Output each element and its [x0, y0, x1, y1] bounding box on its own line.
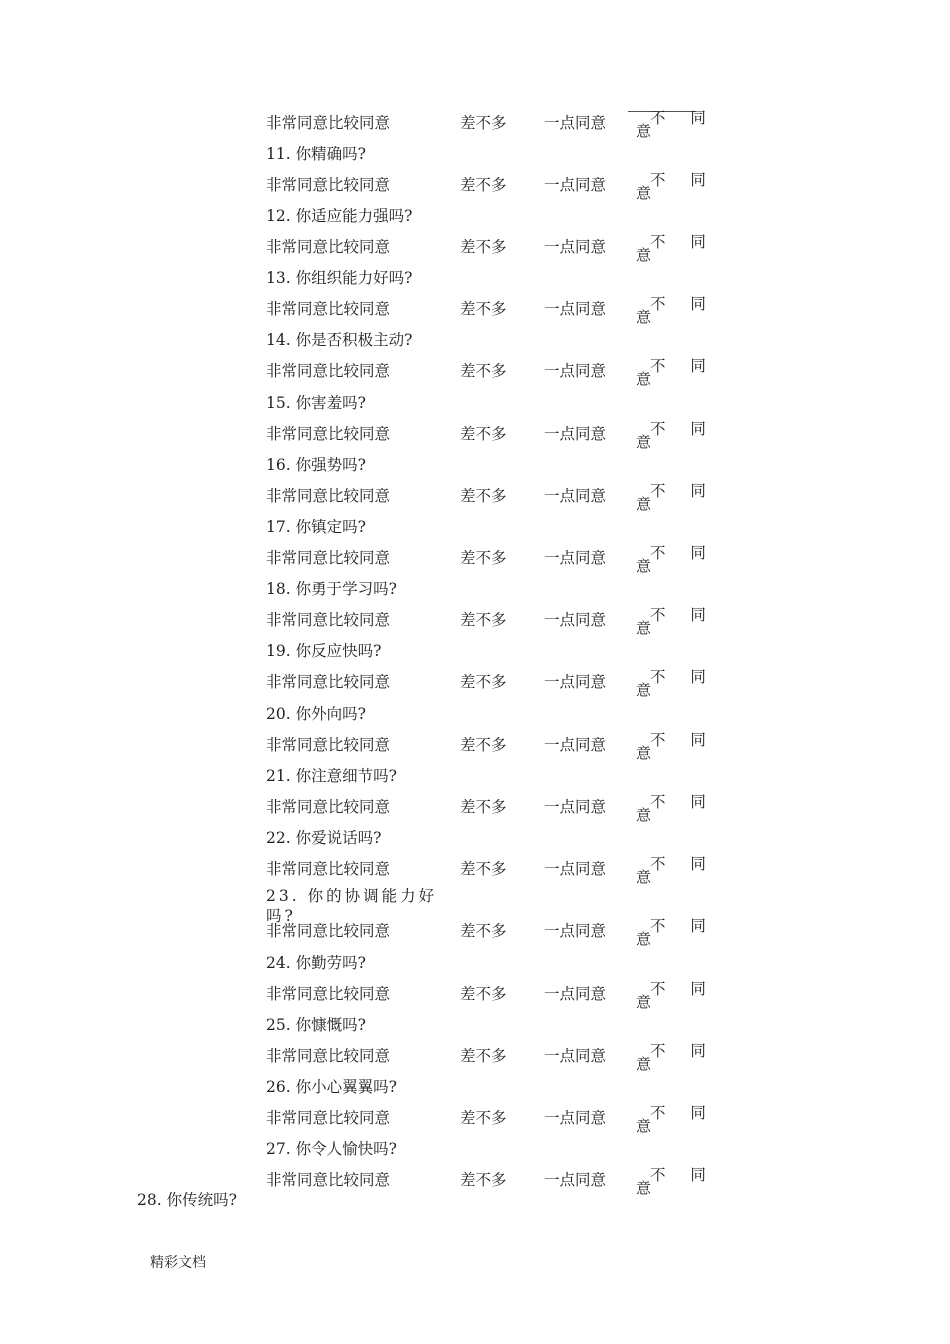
option-row: [0, 233, 950, 264]
option-slightly-agree[interactable]: 一点同意: [544, 611, 607, 629]
option-strongly-agree-somewhat-agree[interactable]: 非常同意比较同意: [266, 1109, 391, 1127]
option-row: [0, 482, 950, 513]
option-strongly-agree-somewhat-agree[interactable]: 非常同意比较同意: [266, 238, 391, 256]
option-neutral[interactable]: 差不多: [460, 425, 507, 443]
option-strongly-agree-somewhat-agree[interactable]: 非常同意比较同意: [266, 549, 391, 567]
option-disagree[interactable]: 不 同: [650, 233, 716, 251]
option-disagree[interactable]: 不 同: [650, 855, 716, 873]
option-disagree-wrap[interactable]: 意: [636, 308, 652, 326]
question-text: 19. 你反应快吗?: [266, 642, 382, 660]
option-neutral[interactable]: 差不多: [460, 985, 507, 1003]
option-disagree[interactable]: 不 同: [650, 420, 716, 438]
option-disagree[interactable]: 不 同: [650, 357, 716, 375]
option-slightly-agree[interactable]: 一点同意: [544, 1047, 607, 1065]
option-neutral[interactable]: 差不多: [460, 922, 507, 940]
option-neutral[interactable]: 差不多: [460, 176, 507, 194]
option-neutral[interactable]: 差不多: [460, 798, 507, 816]
option-strongly-agree-somewhat-agree[interactable]: 非常同意比较同意: [266, 611, 391, 629]
option-row: [0, 980, 950, 1011]
question-text: 24. 你勤劳吗?: [266, 954, 366, 972]
option-neutral[interactable]: 差不多: [460, 487, 507, 505]
option-disagree[interactable]: 不 同: [650, 793, 716, 811]
option-disagree-wrap[interactable]: 意: [636, 993, 652, 1011]
option-strongly-agree-somewhat-agree[interactable]: 非常同意比较同意: [266, 176, 391, 194]
option-slightly-agree[interactable]: 一点同意: [544, 798, 607, 816]
question-text: 20. 你外向吗?: [266, 705, 366, 723]
option-row: [0, 1166, 950, 1197]
option-slightly-agree[interactable]: 一点同意: [544, 860, 607, 878]
question-text: 11. 你精确吗?: [266, 145, 366, 163]
footer-text: 精彩文档: [150, 1255, 206, 1271]
option-neutral[interactable]: 差不多: [460, 1047, 507, 1065]
option-disagree[interactable]: 不 同: [650, 606, 716, 624]
option-disagree-wrap[interactable]: 意: [636, 433, 652, 451]
option-strongly-agree-somewhat-agree[interactable]: 非常同意比较同意: [266, 860, 391, 878]
question-text: 12. 你适应能力强吗?: [266, 207, 413, 225]
option-neutral[interactable]: 差不多: [460, 1171, 507, 1189]
option-disagree-wrap[interactable]: 意: [636, 370, 652, 388]
option-slightly-agree[interactable]: 一点同意: [544, 425, 607, 443]
option-row: [0, 295, 950, 326]
option-slightly-agree[interactable]: 一点同意: [544, 487, 607, 505]
question-text: 22. 你爱说话吗?: [266, 829, 382, 847]
option-row: [0, 109, 950, 140]
question-text: 16. 你强势吗?: [266, 456, 366, 474]
option-row: [0, 357, 950, 388]
option-disagree-wrap[interactable]: 意: [636, 246, 652, 264]
question-text: 14. 你是否积极主动?: [266, 331, 413, 349]
option-slightly-agree[interactable]: 一点同意: [544, 1109, 607, 1127]
question-text: 23. 你的协调能力好吗?: [266, 887, 438, 925]
option-strongly-agree-somewhat-agree[interactable]: 非常同意比较同意: [266, 922, 391, 940]
option-disagree-wrap[interactable]: 意: [636, 1055, 652, 1073]
option-disagree[interactable]: 不 同: [650, 544, 716, 562]
option-disagree-wrap[interactable]: 意: [636, 868, 652, 886]
option-disagree[interactable]: 不 同: [650, 1166, 716, 1184]
option-disagree[interactable]: 不 同: [650, 731, 716, 749]
option-strongly-agree-somewhat-agree[interactable]: 非常同意比较同意: [266, 362, 391, 380]
option-disagree[interactable]: 不 同: [650, 917, 716, 935]
question-text: 28. 你传统吗?: [137, 1191, 237, 1209]
option-row: [0, 731, 950, 762]
option-strongly-agree-somewhat-agree[interactable]: 非常同意比较同意: [266, 1171, 391, 1189]
option-row: [0, 1042, 950, 1073]
option-neutral[interactable]: 差不多: [460, 362, 507, 380]
option-disagree-wrap[interactable]: 意: [636, 681, 652, 699]
question-text: 26. 你小心翼翼吗?: [266, 1078, 397, 1096]
option-strongly-agree-somewhat-agree[interactable]: 非常同意比较同意: [266, 736, 391, 754]
option-strongly-agree-somewhat-agree[interactable]: 非常同意比较同意: [266, 798, 391, 816]
option-disagree[interactable]: 不 同: [650, 171, 716, 189]
option-strongly-agree-somewhat-agree[interactable]: 非常同意比较同意: [266, 425, 391, 443]
option-strongly-agree-somewhat-agree[interactable]: 非常同意比较同意: [266, 1047, 391, 1065]
option-strongly-agree-somewhat-agree[interactable]: 非常同意比较同意: [266, 673, 391, 691]
option-row: [0, 917, 950, 948]
option-slightly-agree[interactable]: 一点同意: [544, 300, 607, 318]
option-strongly-agree-somewhat-agree[interactable]: 非常同意比较同意: [266, 487, 391, 505]
option-row: [0, 606, 950, 637]
option-slightly-agree[interactable]: 一点同意: [544, 238, 607, 256]
option-slightly-agree[interactable]: 一点同意: [544, 362, 607, 380]
option-neutral[interactable]: 差不多: [460, 860, 507, 878]
question-text: 21. 你注意细节吗?: [266, 767, 397, 785]
question-text: 27. 你令人愉快吗?: [266, 1140, 397, 1158]
option-disagree[interactable]: 不 同: [650, 1042, 716, 1060]
option-disagree-wrap[interactable]: 意: [636, 619, 652, 637]
option-neutral[interactable]: 差不多: [460, 114, 507, 132]
option-row: [0, 171, 950, 202]
option-disagree-wrap[interactable]: 意: [636, 495, 652, 513]
option-slightly-agree[interactable]: 一点同意: [544, 549, 607, 567]
option-row: [0, 855, 950, 886]
question-text: 18. 你勇于学习吗?: [266, 580, 397, 598]
option-slightly-agree[interactable]: 一点同意: [544, 985, 607, 1003]
option-neutral[interactable]: 差不多: [460, 673, 507, 691]
option-strongly-agree-somewhat-agree[interactable]: 非常同意比较同意: [266, 985, 391, 1003]
option-disagree[interactable]: 不 同: [650, 1104, 716, 1122]
option-disagree-wrap[interactable]: 意: [636, 122, 652, 140]
option-disagree[interactable]: 不 同: [650, 482, 716, 500]
option-slightly-agree[interactable]: 一点同意: [544, 736, 607, 754]
option-row: [0, 793, 950, 824]
question-text: 13. 你组织能力好吗?: [266, 269, 413, 287]
option-disagree[interactable]: 不 同: [650, 109, 716, 127]
option-disagree-wrap[interactable]: 意: [636, 930, 652, 948]
question-text: 25. 你慷慨吗?: [266, 1016, 366, 1034]
option-neutral[interactable]: 差不多: [460, 1109, 507, 1127]
question-text: 15. 你害羞吗?: [266, 394, 366, 412]
option-strongly-agree-somewhat-agree[interactable]: 非常同意比较同意: [266, 300, 391, 318]
option-disagree-wrap[interactable]: 意: [636, 184, 652, 202]
option-row: [0, 420, 950, 451]
option-neutral[interactable]: 差不多: [460, 736, 507, 754]
option-slightly-agree[interactable]: 一点同意: [544, 673, 607, 691]
option-slightly-agree[interactable]: 一点同意: [544, 114, 607, 132]
option-slightly-agree[interactable]: 一点同意: [544, 1171, 607, 1189]
option-disagree-wrap[interactable]: 意: [636, 1179, 652, 1197]
option-disagree[interactable]: 不 同: [650, 668, 716, 686]
option-disagree-wrap[interactable]: 意: [636, 806, 652, 824]
option-slightly-agree[interactable]: 一点同意: [544, 176, 607, 194]
question-text: 17. 你镇定吗?: [266, 518, 366, 536]
option-neutral[interactable]: 差不多: [460, 549, 507, 567]
option-row: [0, 1104, 950, 1135]
option-disagree[interactable]: 不 同: [650, 980, 716, 998]
option-disagree-wrap[interactable]: 意: [636, 557, 652, 575]
option-disagree-wrap[interactable]: 意: [636, 1117, 652, 1135]
option-disagree[interactable]: 不 同: [650, 295, 716, 313]
option-neutral[interactable]: 差不多: [460, 238, 507, 256]
option-row: [0, 668, 950, 699]
option-slightly-agree[interactable]: 一点同意: [544, 922, 607, 940]
option-neutral[interactable]: 差不多: [460, 611, 507, 629]
option-disagree-wrap[interactable]: 意: [636, 744, 652, 762]
option-strongly-agree-somewhat-agree[interactable]: 非常同意比较同意: [266, 114, 391, 132]
option-neutral[interactable]: 差不多: [460, 300, 507, 318]
option-row: [0, 544, 950, 575]
